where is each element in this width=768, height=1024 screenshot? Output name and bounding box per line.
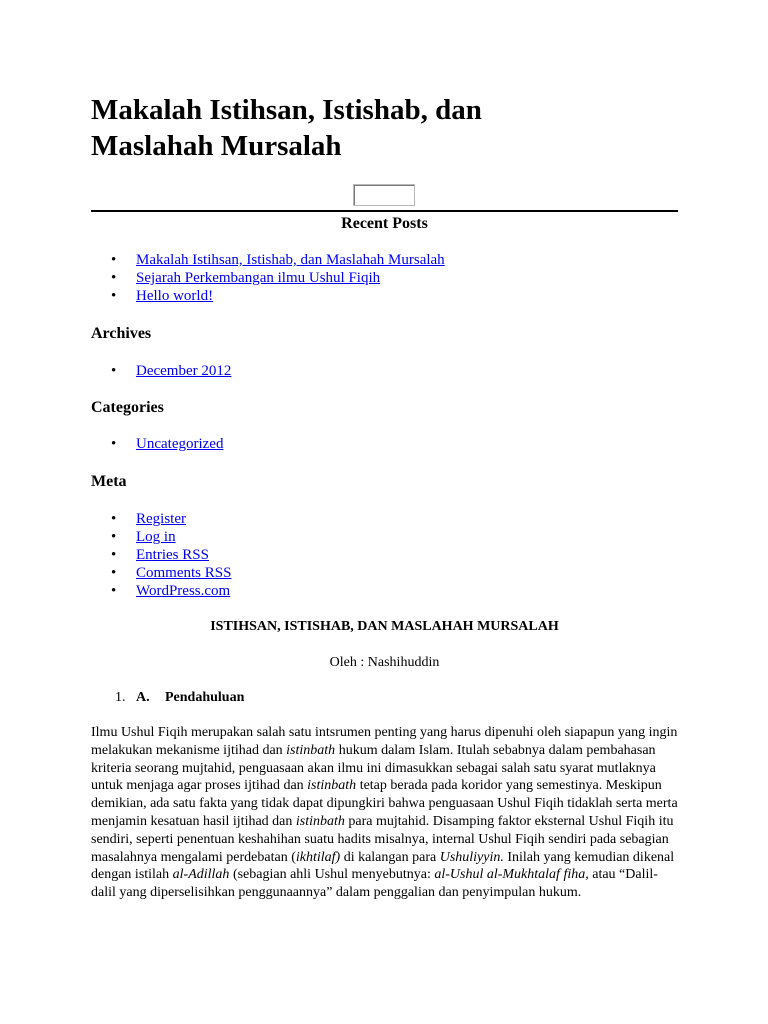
- meta-list: [91, 510, 231, 600]
- list-item: [91, 528, 231, 546]
- paragraph-text: atau “Dalil-dalil yang diperselisihkan penggunaannya” dalam penggalian dan penyimpulan hukum.: [91, 867, 658, 901]
- italic-term: al-Ushul al-Mukhtalaf fiha,: [434, 867, 589, 883]
- italic-term: ikhtilaf): [295, 849, 341, 865]
- article-author: Oleh : Nashihuddin: [329, 655, 440, 670]
- login-link[interactable]: Log in: [136, 529, 176, 545]
- list-item: [91, 287, 445, 305]
- italic-term: Ushuliyyin.: [439, 849, 504, 865]
- paragraph-text: tetap berada pada koridor yang semestinya. Meskipun demikian, ada satu fakta yang tidak dapat dipungkiri bahwa penguasaan Ushul Fiqih tidaklah serta merta menjamin kesatuan hasil ijtihad dan: [91, 778, 678, 829]
- list-item: [91, 546, 231, 564]
- italic-term: istinbath: [286, 742, 336, 758]
- recent-posts-list: [91, 251, 445, 305]
- comments-rss-link[interactable]: Comments RSS: [136, 565, 232, 581]
- section-title: Pendahuluan: [165, 690, 245, 705]
- italic-term: istinbath: [307, 778, 357, 794]
- paragraph-text: hukum dalam Islam. Itulah sebabnya dalam pembahasan kriteria seorang mujtahid, penguasaan akan ilmu ini dimasukkan sebagai salah satu syarat mutlaknya untuk menjaga agar proses ijtihad dan: [91, 742, 656, 794]
- recent-post-link[interactable]: Makalah Istihsan, Istishab, dan Maslahah Mursalah: [136, 252, 445, 268]
- list-item: [91, 510, 231, 528]
- site-title-line-1: Makalah Istihsan, Istishab, dan: [91, 94, 482, 126]
- article-title: ISTIHSAN, ISTISHAB, DAN MASLAHAH MURSALAH: [210, 619, 559, 634]
- article-paragraph: [91, 724, 678, 902]
- recent-posts-heading: Recent Posts: [341, 215, 428, 232]
- site-title[interactable]: [91, 92, 591, 164]
- recent-post-link[interactable]: Sejarah Perkembangan ilmu Ushul Fiqih: [136, 270, 381, 286]
- recent-post-link[interactable]: Hello world!: [136, 288, 214, 304]
- list-item: [91, 564, 231, 582]
- italic-term: istinbath: [295, 813, 345, 829]
- archives-heading: Archives: [91, 325, 152, 342]
- section-letter: A.: [136, 690, 150, 705]
- entries-rss-link[interactable]: Entries RSS: [136, 547, 209, 563]
- paragraph-text: para mujtahid. Disamping faktor eksternal Ushul Fiqih itu sendiri, seperti penentuan keshahihan suatu hadits misalnya, internal Ushul Fiqih sendiri pada sebagian masalahnya mengalami perdebatan (: [91, 813, 674, 865]
- paragraph-text: (sebagian ahli Ushul menyebutnya:: [229, 867, 435, 883]
- list-item: [91, 362, 231, 380]
- site-title-line-2: Maslahah Mursalah: [91, 130, 342, 162]
- search-input[interactable]: [353, 184, 415, 206]
- archives-list: [91, 362, 231, 380]
- register-link[interactable]: Register: [136, 511, 186, 527]
- wordpress-link[interactable]: WordPress.com: [136, 583, 231, 599]
- list-item: [91, 435, 223, 453]
- italic-term: al-Adillah: [172, 867, 230, 883]
- list-item: [91, 269, 445, 287]
- meta-heading: Meta: [91, 473, 127, 490]
- paragraph-text: Inilah yang kemudian dikenal dengan istilah: [91, 849, 675, 883]
- section-number: 1.: [115, 690, 126, 705]
- article-body: [91, 724, 678, 902]
- category-link[interactable]: Uncategorized: [136, 436, 224, 452]
- list-item: [91, 251, 445, 269]
- paragraph-text: Ilmu Ushul Fiqih merupakan salah satu intsrumen penting yang harus dipenuhi oleh siapapun yang ingin melakukan mekanisme ijtihad dan: [91, 725, 678, 758]
- list-item: [91, 582, 231, 600]
- header-divider: [91, 210, 678, 212]
- paragraph-text: di kalangan para: [340, 849, 440, 865]
- categories-list: [91, 435, 223, 453]
- categories-heading: Categories: [91, 399, 164, 416]
- archive-link[interactable]: December 2012: [136, 363, 232, 379]
